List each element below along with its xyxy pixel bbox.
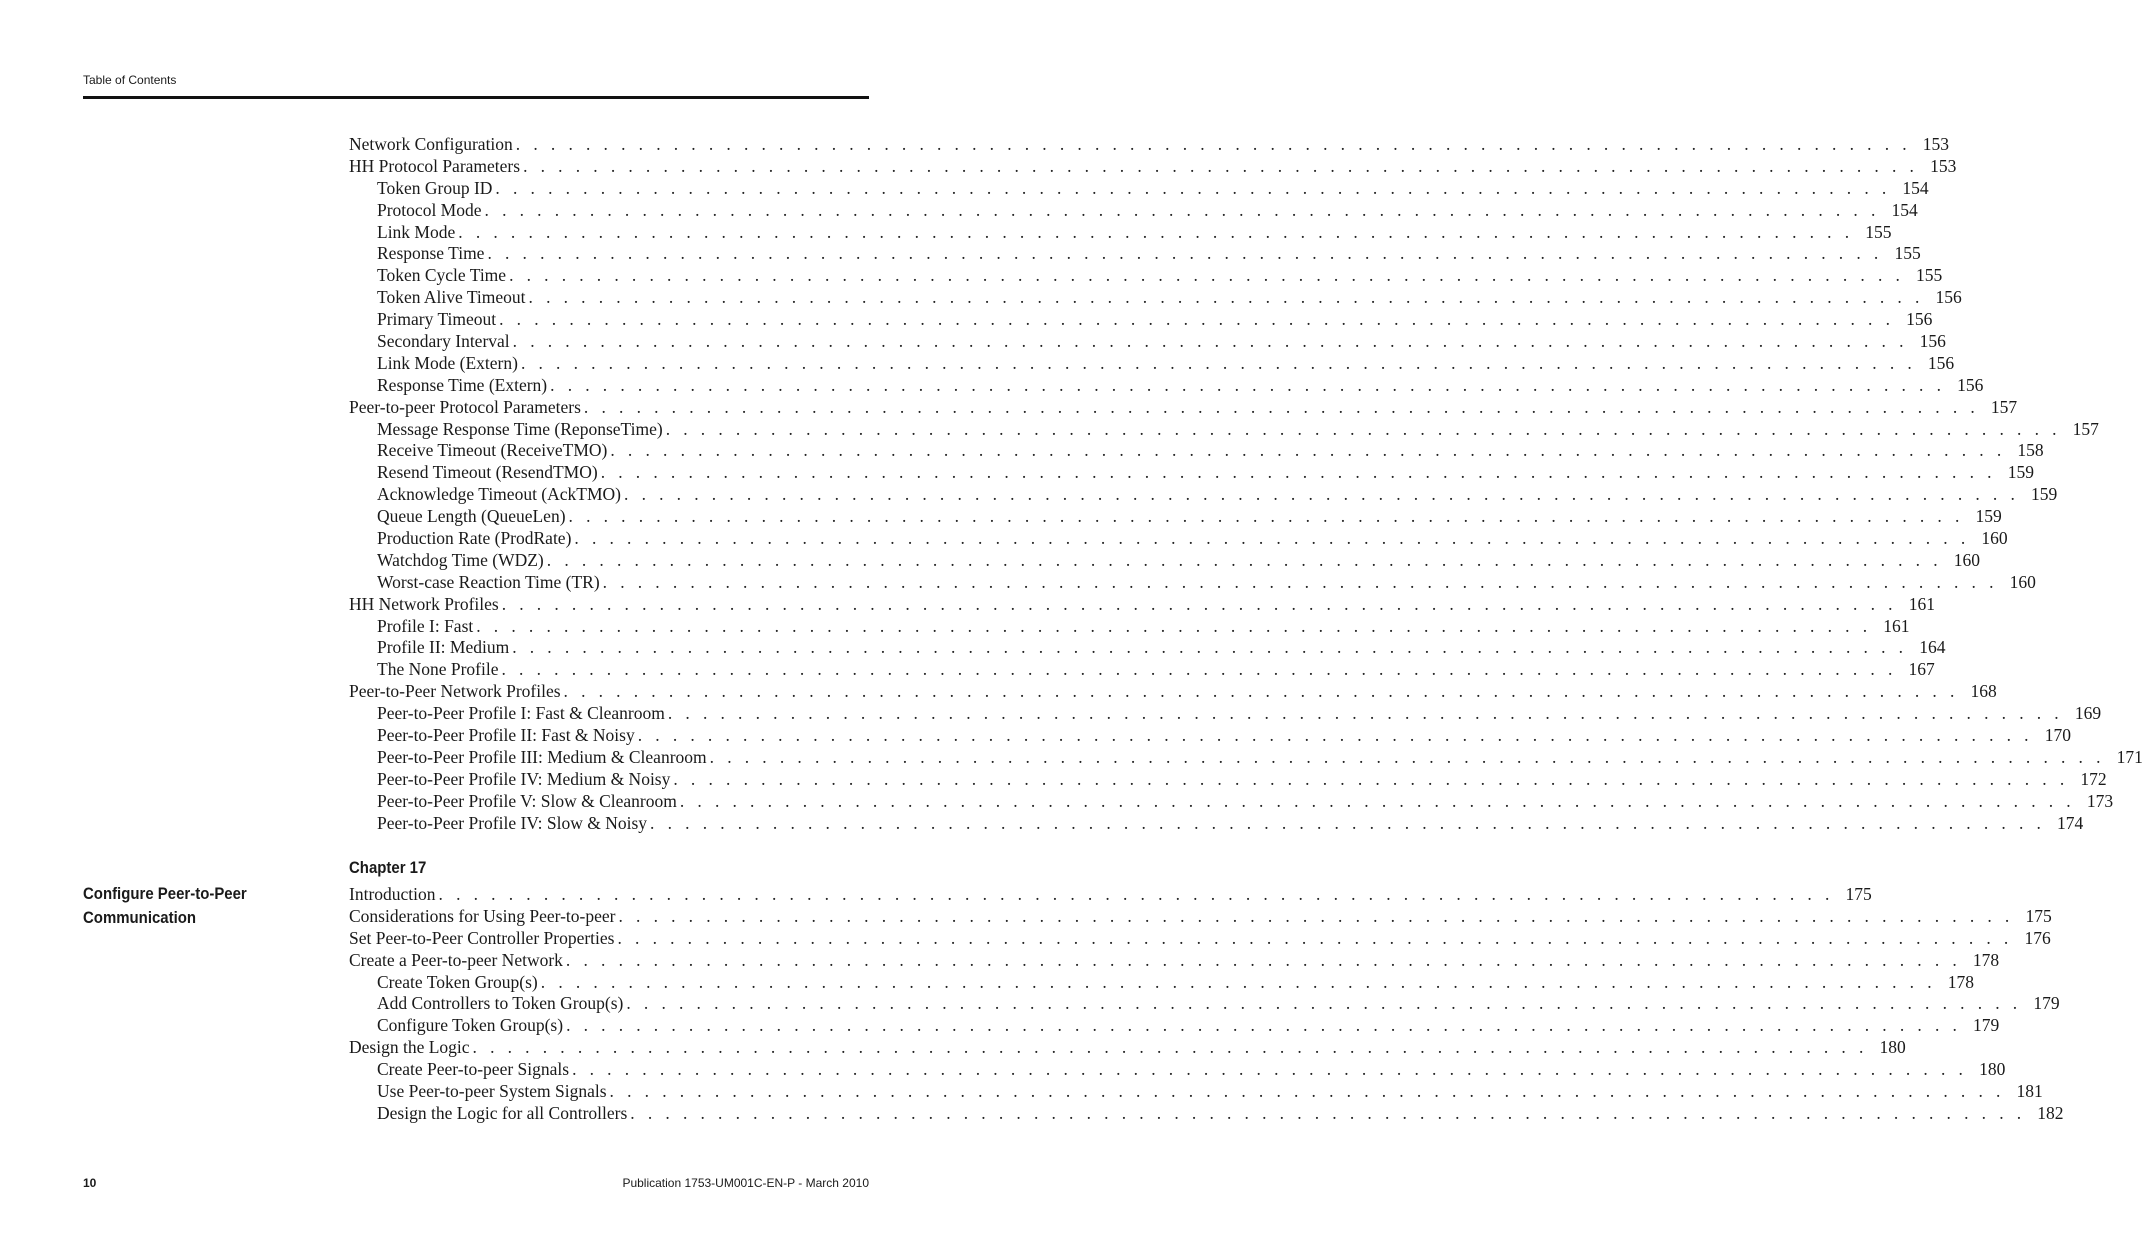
toc-entry-page: 159 bbox=[2019, 484, 2057, 506]
running-header: Table of Contents bbox=[83, 73, 177, 87]
toc-leader-dots: . . . . . . . . . . . . . . . . . . . . . . . . . . . . . . . . . . . . . . . . . . . . . . . . . . . . . . . . . . . . . . . . . . . . . . . . . . . . . . . . bbox=[563, 681, 1959, 702]
toc-entry-title: Peer-to-peer Protocol Parameters bbox=[349, 397, 584, 419]
toc-entry-page: 169 bbox=[2063, 703, 2101, 725]
toc-entry-page: 156 bbox=[1894, 309, 1932, 331]
toc-entry-title: Set Peer-to-Peer Controller Properties bbox=[349, 928, 617, 950]
toc-leader-dots: . . . . . . . . . . . . . . . . . . . . . . . . . . . . . . . . . . . . . . . . . . . . . . . . . . . . . . . . . . . . . . . . . . . . . . . . . . . . . . . . bbox=[472, 1037, 1868, 1058]
toc-leader-dots: . . . . . . . . . . . . . . . . . . . . . . . . . . . . . . . . . . . . . . . . . . . . . . . . . . . . . . . . . . . . . . . . . . . . . . . . . . . . . . . . bbox=[565, 949, 1962, 970]
toc-entry-title: Link Mode bbox=[377, 222, 458, 244]
toc-entry-page: 168 bbox=[1959, 681, 1997, 703]
toc-entry-title: Peer-to-Peer Profile II: Fast & Noisy bbox=[377, 725, 638, 747]
toc-entry-title: Create Peer-to-peer Signals bbox=[377, 1059, 572, 1081]
toc-entry[interactable] bbox=[349, 506, 2002, 528]
toc-leader-dots: . . . . . . . . . . . . . . . . . . . . . . . . . . . . . . . . . . . . . . . . . . . . . . . . . . . . . . . . . . . . . . . . . . . . . . . . . . . . . . . . bbox=[624, 484, 2020, 505]
toc-leader-dots: . . . . . . . . . . . . . . . . . . . . . . . . . . . . . . . . . . . . . . . . . . . . . . . . . . . . . . . . . . . . . . . . . . . . . . . . . . . . . . . . bbox=[679, 790, 2076, 811]
toc-leader-dots: . . . . . . . . . . . . . . . . . . . . . . . . . . . . . . . . . . . . . . . . . . . . . . . . . . . . . . . . . . . . . . . . . . . . . . . . . . . . . . . . bbox=[618, 905, 2014, 926]
toc-entry[interactable] bbox=[349, 593, 1935, 616]
toc-entry-page: 181 bbox=[2005, 1081, 2043, 1103]
toc-entry[interactable] bbox=[349, 637, 1946, 659]
toc-entry[interactable] bbox=[349, 790, 2114, 813]
toc-entry-title: Profile I: Fast bbox=[377, 616, 476, 638]
toc-entry-page: 178 bbox=[1961, 950, 1999, 972]
toc-entry-page: 172 bbox=[2069, 769, 2107, 791]
toc-entry-page: 160 bbox=[1942, 550, 1980, 572]
toc-entry[interactable] bbox=[349, 1059, 2006, 1081]
toc-entry-page: 170 bbox=[2033, 725, 2071, 747]
toc-entry-page: 155 bbox=[1883, 243, 1921, 265]
toc-entry-title: Design the Logic bbox=[349, 1037, 473, 1059]
page-number: 10 bbox=[83, 1176, 97, 1190]
toc-leader-dots: . . . . . . . . . . . . . . . . . . . . . . . . . . . . . . . . . . . . . . . . . . . . . . . . . . . . . . . . . . . . . . . . . . . . . . . . . . . . . . . . bbox=[709, 746, 2105, 767]
toc-entry-title: Primary Timeout bbox=[377, 309, 499, 331]
toc-entry-page: 180 bbox=[1868, 1037, 1906, 1059]
toc-entry[interactable] bbox=[349, 331, 1946, 353]
toc-entry-title: Peer-to-Peer Profile I: Fast & Cleanroom bbox=[377, 703, 668, 725]
toc-entry-title: Acknowledge Timeout (AckTMO) bbox=[377, 484, 624, 506]
toc-entry-title: Design the Logic for all Controllers bbox=[377, 1103, 630, 1125]
toc-entry-page: 171 bbox=[2105, 747, 2143, 769]
toc-leader-dots: . . . . . . . . . . . . . . . . . . . . . . . . . . . . . . . . . . . . . . . . . . . . . . . . . . . . . . . . . . . . . . . . . . . . . . . . . . . . . . . . bbox=[501, 659, 1897, 680]
toc-entry-page: 153 bbox=[1918, 156, 1956, 178]
toc-entry[interactable] bbox=[349, 265, 1943, 287]
toc-entry[interactable] bbox=[349, 309, 1933, 331]
toc-entry-page: 155 bbox=[1854, 222, 1892, 244]
toc-entry[interactable] bbox=[349, 1081, 2043, 1103]
toc-entry[interactable] bbox=[349, 177, 1929, 200]
toc-leader-dots: . . . . . . . . . . . . . . . . . . . . . . . . . . . . . . . . . . . . . . . . . . . . . . . . . . . . . . . . . . . . . . . . . . . . . . . . . . . . . . . . bbox=[617, 927, 2013, 948]
toc-entry-title: Add Controllers to Token Group(s) bbox=[377, 993, 626, 1015]
toc-leader-dots: . . . . . . . . . . . . . . . . . . . . . . . . . . . . . . . . . . . . . . . . . . . . . . . . . . . . . . . . . . . . . . . . . . . . . . . . . . . . . . . . bbox=[487, 243, 1883, 264]
publication-info: Publication 1753-UM001C-EN-P - March 2010 bbox=[622, 1176, 869, 1190]
toc-entry-page: 156 bbox=[1924, 287, 1962, 309]
toc-entry-title: Link Mode (Extern) bbox=[377, 353, 521, 375]
toc-entry-title: Protocol Mode bbox=[377, 200, 485, 222]
toc-entry-page: 157 bbox=[1979, 397, 2017, 419]
toc-entry[interactable] bbox=[349, 615, 1910, 638]
toc-entry-title: Queue Length (QueueLen) bbox=[377, 506, 569, 528]
toc-entry-title: Introduction bbox=[349, 884, 439, 906]
toc-leader-dots: . . . . . . . . . . . . . . . . . . . . . . . . . . . . . . . . . . . . . . . . . . . . . . . . . . . . . . . . . . . . . . . . . . . . . . . . . . . . . . . . bbox=[665, 418, 2061, 439]
toc-entry[interactable] bbox=[349, 746, 2143, 769]
toc-entry[interactable] bbox=[349, 571, 2036, 594]
toc-entry-title: Profile II: Medium bbox=[377, 637, 512, 659]
toc-leader-dots: . . . . . . . . . . . . . . . . . . . . . . . . . . . . . . . . . . . . . . . . . . . . . . . . . . . . . . . . . . . . . . . . . . . . . . . . . . . . . . . . bbox=[484, 199, 1880, 220]
toc-leader-dots: . . . . . . . . . . . . . . . . . . . . . . . . . . . . . . . . . . . . . . . . . . . . . . . . . . . . . . . . . . . . . . . . . . . . . . . . . . . . . . . . bbox=[501, 593, 1897, 614]
toc-entry-page: 174 bbox=[2045, 813, 2083, 835]
toc-leader-dots: . . . . . . . . . . . . . . . . . . . . . . . . . . . . . . . . . . . . . . . . . . . . . . . . . . . . . . . . . . . . . . . . . . . . . . . . . . . . . . . . bbox=[476, 615, 1872, 636]
toc-entry[interactable] bbox=[349, 1102, 2064, 1125]
toc-entry-page: 175 bbox=[1834, 884, 1872, 906]
toc-entry-title: Configure Token Group(s) bbox=[377, 1015, 566, 1037]
toc-entry-page: 179 bbox=[1961, 1015, 1999, 1037]
toc-entry-page: 156 bbox=[1908, 331, 1946, 353]
toc-leader-dots: . . . . . . . . . . . . . . . . . . . . . . . . . . . . . . . . . . . . . . . . . . . . . . . . . . . . . . . . . . . . . . . . . . . . . . . . . . . . . . . . bbox=[546, 549, 1942, 570]
toc-leader-dots: . . . . . . . . . . . . . . . . . . . . . . . . . . . . . . . . . . . . . . . . . . . . . . . . . . . . . . . . . . . . . . . . . . . . . . . . . . . . . . . . bbox=[512, 331, 1908, 352]
toc-leader-dots: . . . . . . . . . . . . . . . . . . . . . . . . . . . . . . . . . . . . . . . . . . . . . . . . . . . . . . . . . . . . . . . . . . . . . . . . . . . . . . . . bbox=[568, 506, 1964, 527]
toc-entry-title: Message Response Time (ReponseTime) bbox=[377, 419, 666, 441]
toc-entry-page: 164 bbox=[1907, 637, 1945, 659]
chapter-title-line1: Configure Peer-to-Peer bbox=[83, 884, 247, 903]
toc-entry-page: 159 bbox=[1964, 506, 2002, 528]
toc-entry[interactable] bbox=[349, 927, 2051, 950]
toc-entry-page: 157 bbox=[2061, 419, 2099, 441]
toc-entry[interactable] bbox=[349, 221, 1892, 244]
toc-entry-page: 154 bbox=[1891, 178, 1929, 200]
toc-entry[interactable] bbox=[349, 352, 1955, 375]
toc-leader-dots: . . . . . . . . . . . . . . . . . . . . . . . . . . . . . . . . . . . . . . . . . . . . . . . . . . . . . . . . . . . . . . . . . . . . . . . . . . . . . . . . bbox=[515, 134, 1912, 154]
toc-entry[interactable] bbox=[349, 768, 2107, 791]
toc-leader-dots: . . . . . . . . . . . . . . . . . . . . . . . . . . . . . . . . . . . . . . . . . . . . . . . . . . . . . . . . . . . . . . . . . . . . . . . . . . . . . . . . bbox=[550, 374, 1946, 395]
toc-entry[interactable] bbox=[349, 681, 1997, 703]
toc-leader-dots: . . . . . . . . . . . . . . . . . . . . . . . . . . . . . . . . . . . . . . . . . . . . . . . . . . . . . . . . . . . . . . . . . . . . . . . . . . . . . . . . bbox=[509, 265, 1905, 286]
toc-entry-page: 161 bbox=[1897, 594, 1935, 616]
toc-entry[interactable] bbox=[349, 528, 2008, 550]
toc-entry-title: Token Alive Timeout bbox=[377, 287, 529, 309]
toc-entry[interactable] bbox=[349, 971, 1974, 994]
toc-leader-dots: . . . . . . . . . . . . . . . . . . . . . . . . . . . . . . . . . . . . . . . . . . . . . . . . . . . . . . . . . . . . . . . . . . . . . . . . . . . . . . . . bbox=[520, 352, 1917, 373]
toc-leader-dots: . . . . . . . . . . . . . . . . . . . . . . . . . . . . . . . . . . . . . . . . . . . . . . . . . . . . . . . . . . . . . . . . . . . . . . . . . . . . . . . . bbox=[523, 155, 1919, 176]
toc-leader-dots: . . . . . . . . . . . . . . . . . . . . . . . . . . . . . . . . . . . . . . . . . . . . . . . . . . . . . . . . . . . . . . . . . . . . . . . . . . . . . . . . bbox=[637, 725, 2033, 746]
toc-leader-dots: . . . . . . . . . . . . . . . . . . . . . . . . . . . . . . . . . . . . . . . . . . . . . . . . . . . . . . . . . . . . . . . . . . . . . . . . . . . . . . . . bbox=[528, 287, 1924, 308]
toc-entry-title: Response Time bbox=[377, 243, 487, 265]
toc-leader-dots: . . . . . . . . . . . . . . . . . . . . . . . . . . . . . . . . . . . . . . . . . . . . . . . . . . . . . . . . . . . . . . . . . . . . . . . . . . . . . . . . bbox=[458, 221, 1854, 242]
toc-entry-page: 178 bbox=[1936, 972, 1974, 994]
toc-entry-title: The None Profile bbox=[377, 659, 502, 681]
toc-entry-title: Production Rate (ProdRate) bbox=[377, 528, 574, 550]
toc-leader-dots: . . . . . . . . . . . . . . . . . . . . . . . . . . . . . . . . . . . . . . . . . . . . . . . . . . . . . . . . . . . . . . . . . . . . . . . . . . . . . . . . bbox=[566, 1015, 1962, 1036]
toc-entry[interactable] bbox=[349, 1037, 1906, 1059]
toc-leader-dots: . . . . . . . . . . . . . . . . . . . . . . . . . . . . . . . . . . . . . . . . . . . . . . . . . . . . . . . . . . . . . . . . . . . . . . . . . . . . . . . . bbox=[630, 1102, 2026, 1123]
toc-entry[interactable] bbox=[349, 374, 1984, 397]
toc-leader-dots: . . . . . . . . . . . . . . . . . . . . . . . . . . . . . . . . . . . . . . . . . . . . . . . . . . . . . . . . . . . . . . . . . . . . . . . . . . . . . . . . bbox=[650, 812, 2046, 833]
toc-entry-page: 176 bbox=[2013, 928, 2051, 950]
toc-entry[interactable] bbox=[349, 949, 2000, 972]
toc-entry-title: Considerations for Using Peer-to-peer bbox=[349, 906, 618, 928]
toc-entry[interactable] bbox=[349, 659, 1935, 681]
toc-entry-page: 159 bbox=[1996, 462, 2034, 484]
toc-entry[interactable] bbox=[349, 440, 2044, 462]
toc-entry-page: 154 bbox=[1880, 200, 1918, 222]
chapter-title bbox=[83, 882, 247, 930]
toc-entry-title: Receive Timeout (ReceiveTMO) bbox=[377, 440, 610, 462]
toc-entry-title: Worst-case Reaction Time (TR) bbox=[377, 572, 603, 594]
toc-leader-dots: . . . . . . . . . . . . . . . . . . . . . . . . . . . . . . . . . . . . . . . . . . . . . . . . . . . . . . . . . . . . . . . . . . . . . . . . . . . . . . . . bbox=[626, 993, 2022, 1014]
toc-entry[interactable] bbox=[349, 462, 2034, 484]
toc-entry-page: 167 bbox=[1897, 659, 1935, 681]
toc-entry[interactable] bbox=[349, 418, 2099, 441]
toc-entry-page: 161 bbox=[1871, 616, 1909, 638]
toc-leader-dots: . . . . . . . . . . . . . . . . . . . . . . . . . . . . . . . . . . . . . . . . . . . . . . . . . . . . . . . . . . . . . . . . . . . . . . . . . . . . . . . . bbox=[499, 309, 1895, 330]
toc-entry-page: 180 bbox=[1967, 1059, 2005, 1081]
toc-entry-page: 153 bbox=[1911, 134, 1949, 156]
header-rule bbox=[83, 96, 869, 99]
toc-entry-title: Create Token Group(s) bbox=[377, 972, 541, 994]
toc-leader-dots: . . . . . . . . . . . . . . . . . . . . . . . . . . . . . . . . . . . . . . . . . . . . . . . . . . . . . . . . . . . . . . . . . . . . . . . . . . . . . . . . bbox=[495, 177, 1891, 198]
toc-entry-title: Response Time (Extern) bbox=[377, 375, 550, 397]
toc-entry[interactable] bbox=[349, 549, 1980, 572]
toc-entry-title: Peer-to-Peer Profile IV: Slow & Noisy bbox=[377, 813, 650, 835]
toc-entry-page: 160 bbox=[1970, 528, 2008, 550]
toc-leader-dots: . . . . . . . . . . . . . . . . . . . . . . . . . . . . . . . . . . . . . . . . . . . . . . . . . . . . . . . . . . . . . . . . . . . . . . . . . . . . . . . . bbox=[572, 1059, 1968, 1080]
toc-leader-dots: . . . . . . . . . . . . . . . . . . . . . . . . . . . . . . . . . . . . . . . . . . . . . . . . . . . . . . . . . . . . . . . . . . . . . . . . . . . . . . . . bbox=[512, 637, 1908, 658]
toc-entry[interactable] bbox=[349, 134, 1950, 156]
toc-entry-page: 175 bbox=[2014, 906, 2052, 928]
toc-entry-page: 155 bbox=[1904, 265, 1942, 287]
toc-entry-page: 173 bbox=[2075, 791, 2113, 813]
toc-leader-dots: . . . . . . . . . . . . . . . . . . . . . . . . . . . . . . . . . . . . . . . . . . . . . . . . . . . . . . . . . . . . . . . . . . . . . . . . . . . . . . . . bbox=[600, 462, 1996, 483]
toc-entry[interactable] bbox=[349, 993, 2060, 1015]
toc-entry-title: Peer-to-Peer Profile V: Slow & Cleanroom bbox=[377, 791, 680, 813]
toc-leader-dots: . . . . . . . . . . . . . . . . . . . . . . . . . . . . . . . . . . . . . . . . . . . . . . . . . . . . . . . . . . . . . . . . . . . . . . . . . . . . . . . . bbox=[583, 396, 1980, 417]
toc-entry-page: 156 bbox=[1916, 353, 1954, 375]
toc-leader-dots: . . . . . . . . . . . . . . . . . . . . . . . . . . . . . . . . . . . . . . . . . . . . . . . . . . . . . . . . . . . . . . . . . . . . . . . . . . . . . . . . bbox=[673, 768, 2069, 789]
toc-leader-dots: . . . . . . . . . . . . . . . . . . . . . . . . . . . . . . . . . . . . . . . . . . . . . . . . . . . . . . . . . . . . . . . . . . . . . . . . . . . . . . . . bbox=[609, 1081, 2005, 1102]
toc-entry[interactable] bbox=[349, 812, 2084, 835]
toc-entry-title: Token Cycle Time bbox=[377, 265, 509, 287]
toc-leader-dots: . . . . . . . . . . . . . . . . . . . . . . . . . . . . . . . . . . . . . . . . . . . . . . . . . . . . . . . . . . . . . . . . . . . . . . . . . . . . . . . . bbox=[610, 440, 2006, 461]
toc-entry-page: 182 bbox=[2026, 1103, 2064, 1125]
toc-entry-title: Peer-to-Peer Profile IV: Medium & Noisy bbox=[377, 769, 673, 791]
toc-entry[interactable] bbox=[349, 243, 1921, 265]
chapter-title-line2: Communication bbox=[83, 908, 197, 927]
toc-entry[interactable] bbox=[349, 905, 2052, 928]
toc-leader-dots: . . . . . . . . . . . . . . . . . . . . . . . . . . . . . . . . . . . . . . . . . . . . . . . . . . . . . . . . . . . . . . . . . . . . . . . . . . . . . . . . bbox=[574, 528, 1970, 549]
toc-entry-page: 160 bbox=[1998, 572, 2036, 594]
toc-entry[interactable] bbox=[349, 396, 2018, 419]
toc-entry[interactable] bbox=[349, 484, 2058, 506]
toc-leader-dots: . . . . . . . . . . . . . . . . . . . . . . . . . . . . . . . . . . . . . . . . . . . . . . . . . . . . . . . . . . . . . . . . . . . . . . . . . . . . . . . . bbox=[438, 884, 1834, 904]
toc-section-top bbox=[349, 134, 2143, 835]
toc-entry-title: Watchdog Time (WDZ) bbox=[377, 550, 547, 572]
toc-entry-title: Create a Peer-to-peer Network bbox=[349, 950, 566, 972]
toc-entry-title: Resend Timeout (ResendTMO) bbox=[377, 462, 601, 484]
toc-entry-title: HH Protocol Parameters bbox=[349, 156, 523, 178]
toc-entry-title: Peer-to-Peer Profile III: Medium & Cleanroom bbox=[377, 747, 710, 769]
toc-entry[interactable] bbox=[349, 703, 2102, 725]
chapter-label: Chapter 17 bbox=[349, 858, 427, 877]
toc-entry[interactable] bbox=[349, 155, 1957, 178]
toc-entry-title: Peer-to-Peer Network Profiles bbox=[349, 681, 564, 703]
toc-entry-title: Secondary Interval bbox=[377, 331, 513, 353]
toc-section-chapter bbox=[349, 884, 2064, 1125]
toc-leader-dots: . . . . . . . . . . . . . . . . . . . . . . . . . . . . . . . . . . . . . . . . . . . . . . . . . . . . . . . . . . . . . . . . . . . . . . . . . . . . . . . . bbox=[667, 703, 2064, 724]
toc-entry-title: HH Network Profiles bbox=[349, 594, 502, 616]
toc-entry-title: Token Group ID bbox=[377, 178, 495, 200]
toc-leader-dots: . . . . . . . . . . . . . . . . . . . . . . . . . . . . . . . . . . . . . . . . . . . . . . . . . . . . . . . . . . . . . . . . . . . . . . . . . . . . . . . . bbox=[540, 971, 1936, 992]
toc-entry-page: 156 bbox=[1945, 375, 1983, 397]
toc-entry[interactable] bbox=[349, 884, 1872, 906]
toc-entry-page: 179 bbox=[2022, 993, 2060, 1015]
toc-leader-dots: . . . . . . . . . . . . . . . . . . . . . . . . . . . . . . . . . . . . . . . . . . . . . . . . . . . . . . . . . . . . . . . . . . . . . . . . . . . . . . . . bbox=[602, 571, 1998, 592]
toc-entry[interactable] bbox=[349, 1015, 2000, 1037]
toc-entry[interactable] bbox=[349, 725, 2071, 747]
toc-entry-page: 158 bbox=[2006, 440, 2044, 462]
toc-entry-title: Use Peer-to-peer System Signals bbox=[377, 1081, 610, 1103]
toc-entry-title: Network Configuration bbox=[349, 134, 516, 156]
toc-entry[interactable] bbox=[349, 287, 1962, 309]
toc-entry[interactable] bbox=[349, 199, 1918, 222]
